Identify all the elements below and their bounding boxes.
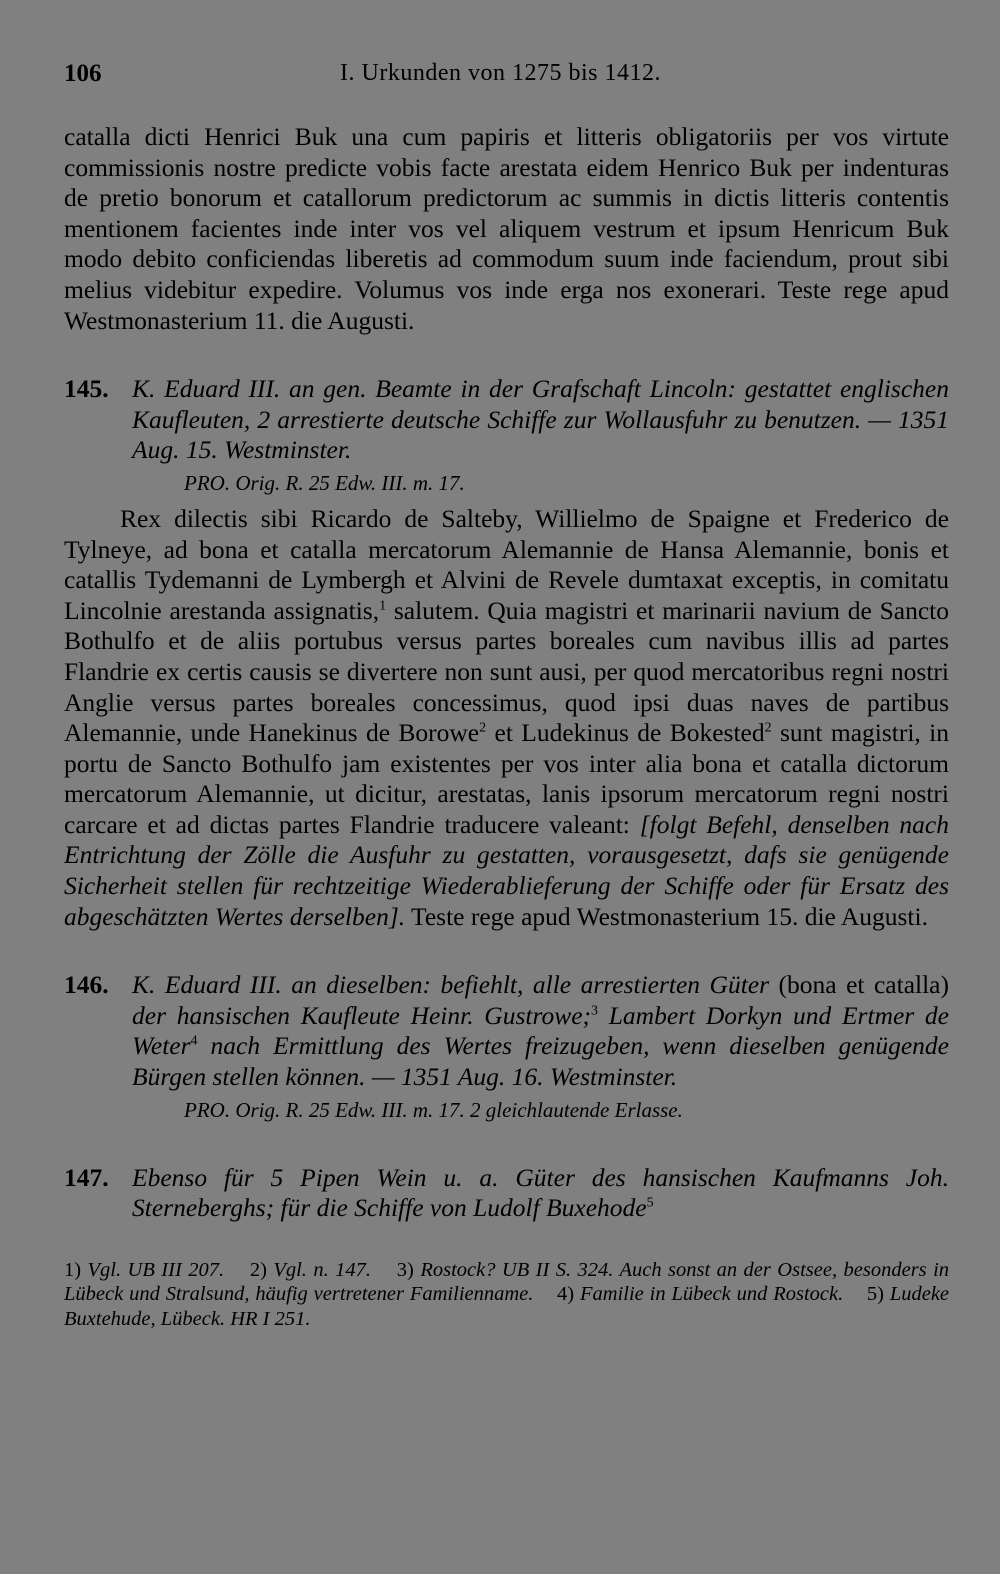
entry-145-italic-insert: [folgt Befehl, denselben nach Entrichtung der Zölle die Ausfuhr zu gestatten, vorausgesetzt, dafs sie genügende Sicherheit stellen für rechtzeitige Wiederablieferung der Schiffe oder für Ersatz des abgeschätzten Wertes derselben].: [64, 809, 949, 931]
entry-146-regest-upright: (bona et catalla): [778, 970, 949, 1000]
footnote-3-number: 3): [396, 1258, 414, 1281]
entry-145-text-3: et Ludekinus de Bokested: [486, 718, 765, 748]
entry-145-text-1: Rex dilectis sibi Ricardo de Salteby, Willielmo de Spaigne et Frederico de Tylneye, ad bona et catalla mercatorum Alemannie de Hansa Alemannie, bonis et catallis Tydemanni de Lymbergh et Alvini de Revele dumtaxat exceptis, in comitatu Lincolnie arestanda assignatis,: [64, 503, 949, 625]
entry-145-source: PRO. Orig. R. 25 Edw. III. m. 17.: [184, 470, 465, 495]
footnote-2-number: 2): [249, 1258, 267, 1281]
entry-145-regest-text: K. Eduard III. an gen. Beamte in der Grafschaft Lincoln: gestattet englischen Kaufleuten, 2 arrestierte deutsche Schiffe zur Wollausfuhr zu benutzen. — 1351 Aug. 15. Westminster.: [132, 374, 949, 465]
footnotes: [64, 1258, 949, 1332]
running-title: I. Urkunden von 1275 bis 1412.: [340, 60, 661, 86]
entry-146-regest-2: der hansischen Kaufleute Heinr. Gustrowe;: [132, 1000, 592, 1030]
entry-146-regest-1: K. Eduard III. an dieselben: befiehlt, alle arrestierten Güter: [132, 970, 779, 1000]
entry-146-regest-3: Lambert Dorkyn und Ertmer de Weter: [132, 1000, 949, 1061]
footnote-ref-3: 3: [591, 1003, 599, 1019]
footnote-2-text: Vgl. n. 147.: [273, 1258, 372, 1281]
entry-147: [64, 1163, 949, 1224]
entry-145: [64, 374, 949, 932]
entry-146-source: PRO. Orig. R. 25 Edw. III. m. 17. 2 gleichlautende Erlasse.: [184, 1097, 683, 1122]
entry-145-text-2: salutem. Quia magistri et marinarii navium de Sancto Bothulfo et de aliis portubus versus partes boreales cum navibus illis ad partes Flandrie ex certis causis se divertere non sunt ausi, per quod mercatoribus regni nostri Anglie versus partes boreales concessimus, quod ipsi duas naves de partibus Alemannie, unde Hanekinus de Borowe: [64, 595, 949, 748]
footnote-ref-2a: 2: [479, 720, 487, 736]
entry-146-regest: [64, 970, 949, 1092]
entry-146: [64, 970, 949, 1124]
page-number: 106: [64, 60, 102, 87]
entry-145-text-5: Teste rege apud Westmonasterium 15. die Augusti.: [405, 901, 928, 931]
footnote-ref-2b: 2: [764, 720, 772, 736]
footnote-ref-4: 4: [190, 1033, 198, 1049]
entry-146-number: 146.: [64, 970, 109, 1000]
footnote-ref-1: 1: [379, 598, 387, 614]
footnote-1-number: 1): [64, 1258, 82, 1281]
entry-145-text: [64, 504, 949, 932]
entry-145-number: 145.: [64, 374, 109, 404]
footnote-3-text: Rostock? UB II S. 324. Auch sonst an der Ostsee, besonders in Lübeck und Stralsund, häufig vertretener Familienname.: [64, 1258, 950, 1306]
footnote-1-text: Vgl. UB III 207.: [87, 1258, 225, 1281]
footnote-4-text: Familie in Lübeck und Rostock.: [579, 1283, 844, 1306]
entry-147-regest-text: Ebenso für 5 Pipen Wein u. a. Güter des hansischen Kaufmanns Joh. Sterneberghs; für die Schiffe von Ludolf Buxehode: [132, 1162, 949, 1223]
entry-145-regest: [64, 374, 949, 466]
footnote-5-text: Ludeke Buxtehude, Lübeck. HR I 251.: [64, 1283, 950, 1330]
document-body: [64, 122, 949, 1331]
footnote-5-number: 5): [866, 1283, 884, 1306]
footnote-4-number: 4): [557, 1283, 575, 1306]
entry-146-regest-4: nach Ermittlung des Wertes freizugeben, wenn dieselben genügende Bürgen stellen können. — 1351 Aug. 16. Westminster.: [132, 1031, 949, 1092]
document-page: [64, 52, 949, 1331]
running-header: [64, 52, 949, 96]
footnote-ref-5: 5: [646, 1195, 654, 1211]
entry-147-number: 147.: [64, 1162, 109, 1192]
continuation-paragraph: catalla dicti Henrici Buk una cum papiris et litteris obligatoriis per vos virtute commissionis nostre predicte vobis facte arestata eidem Henrico Buk per indenturas de pretio bonorum et catallorum predictorum ac summis in dictis litteris contentis mentionem facientes inde inter vos vel aliquem vestrum et ipsum Henricum Buk modo debito conficiendas liberetis ad commodum suum inde faciendum, prout sibi melius videbitur expedire. Volumus vos inde erga nos exonerari. Teste rege apud Westmonasterium 11. die Augusti.: [64, 122, 949, 335]
entry-147-regest: [64, 1163, 949, 1224]
entry-145-text-4: sunt magistri, in portu de Sancto Bothulfo jam existentes per vos inter alia bona et catalla dictorum mercatorum Alemannie, ut dicitur, arestatas, lanis ipsorum mercatorum regni nostri carcare et ad dictas partes Flandrie traducere valeant:: [64, 718, 950, 839]
